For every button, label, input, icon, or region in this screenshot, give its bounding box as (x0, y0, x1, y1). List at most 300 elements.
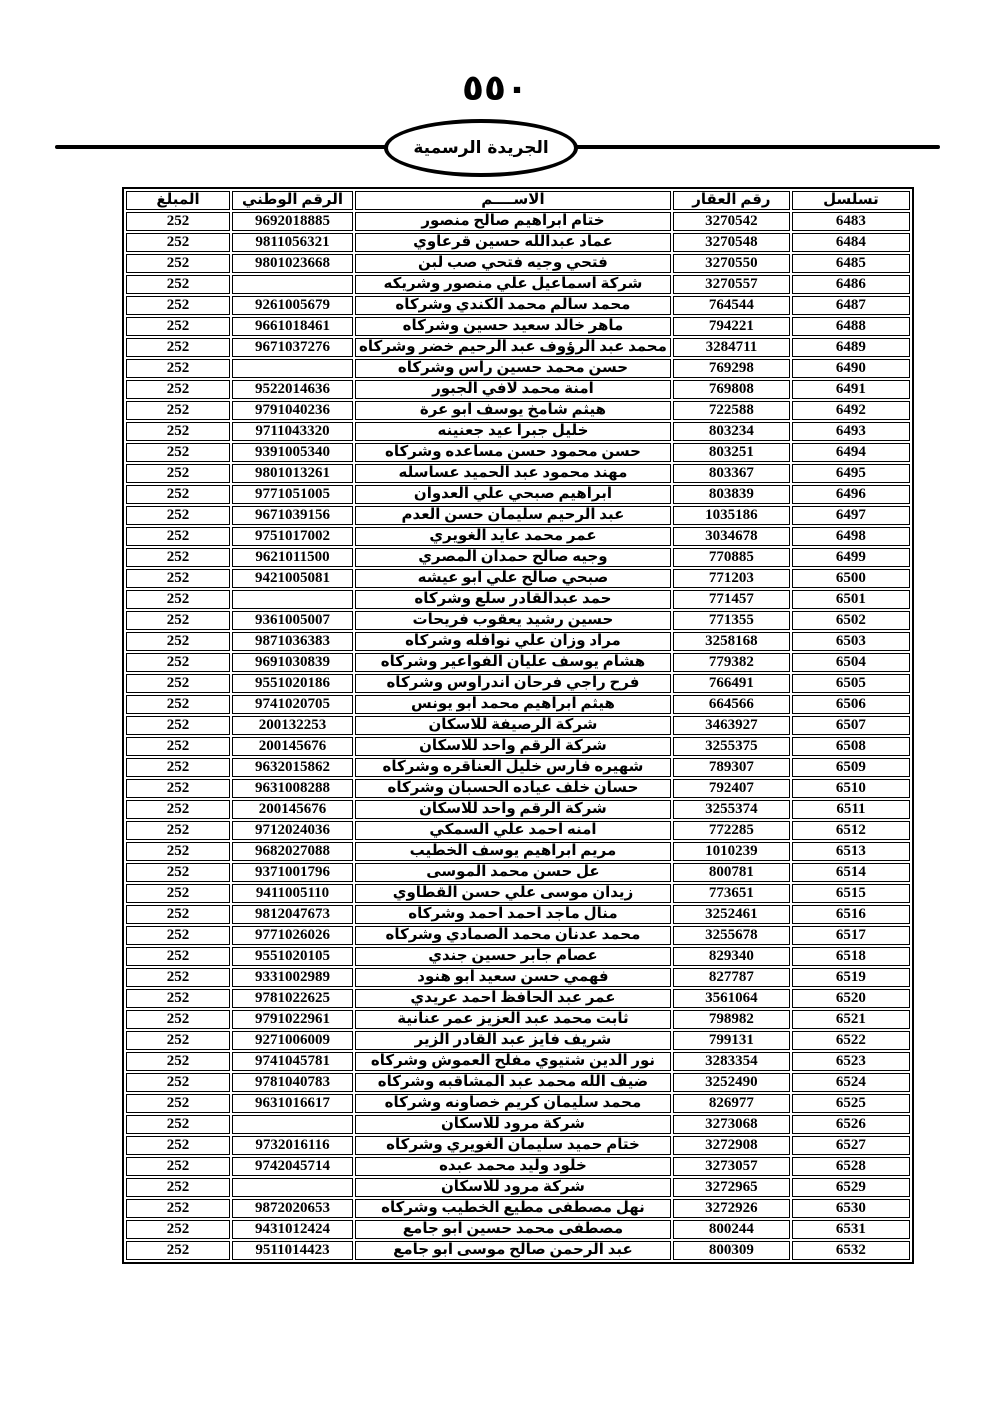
serial-cell: 6507 (792, 716, 910, 735)
property-number-cell: 772285 (673, 821, 790, 840)
property-number-cell: 829340 (673, 947, 790, 966)
national-number-cell: 9871036383 (232, 632, 353, 651)
name-cell: ابراهيم صبحي علي العدوان (355, 485, 671, 504)
amount-cell: 252 (126, 1073, 230, 1092)
name-cell: مصطفى محمد حسين ابو جامع (355, 1220, 671, 1239)
serial-cell: 6502 (792, 611, 910, 630)
national-number-cell: 9691030839 (232, 653, 353, 672)
amount-cell: 252 (126, 1241, 230, 1260)
national-number-cell: 9671039156 (232, 506, 353, 525)
national-number-cell: 9751017002 (232, 527, 353, 546)
serial-cell: 6518 (792, 947, 910, 966)
name-cell: حمد عبدالقادر سلع وشركاه (355, 590, 671, 609)
property-number-cell: 3272908 (673, 1136, 790, 1155)
property-number-cell: 803234 (673, 422, 790, 441)
national-number-cell: 9371001796 (232, 863, 353, 882)
national-number-cell (232, 590, 353, 609)
serial-cell: 6485 (792, 254, 910, 273)
serial-cell: 6523 (792, 1052, 910, 1071)
table-row (126, 737, 910, 756)
table-row (126, 275, 910, 294)
table-row (126, 506, 910, 525)
serial-cell: 6486 (792, 275, 910, 294)
serial-cell: 6509 (792, 758, 910, 777)
serial-cell: 6484 (792, 233, 910, 252)
amount-cell: 252 (126, 254, 230, 273)
property-number-cell: 3270548 (673, 233, 790, 252)
amount-cell: 252 (126, 485, 230, 504)
amount-cell: 252 (126, 779, 230, 798)
table-row (126, 380, 910, 399)
name-cell: حسان خلف عياده الحسبان وشركاه (355, 779, 671, 798)
serial-cell: 6500 (792, 569, 910, 588)
amount-cell: 252 (126, 506, 230, 525)
amount-cell: 252 (126, 401, 230, 420)
national-number-cell: 9781022625 (232, 989, 353, 1008)
serial-cell: 6531 (792, 1220, 910, 1239)
amount-cell: 252 (126, 695, 230, 714)
property-number-cell: 3284711 (673, 338, 790, 357)
serial-cell: 6488 (792, 317, 910, 336)
property-number-cell: 803367 (673, 464, 790, 483)
table-row (126, 590, 910, 609)
table-row (126, 758, 910, 777)
gazette-title: الجريدة الرسمية (413, 138, 549, 158)
property-number-cell: 800244 (673, 1220, 790, 1239)
name-cell: هشام يوسف عليان الفواعير وشركاه (355, 653, 671, 672)
property-number-cell: 3255374 (673, 800, 790, 819)
amount-cell: 252 (126, 1220, 230, 1239)
amount-cell: 252 (126, 212, 230, 231)
property-number-cell: 769298 (673, 359, 790, 378)
amount-cell: 252 (126, 863, 230, 882)
national-number-cell: 9522014636 (232, 380, 353, 399)
serial-cell: 6504 (792, 653, 910, 672)
property-number-cell: 3252490 (673, 1073, 790, 1092)
property-number-cell: 779382 (673, 653, 790, 672)
property-number-cell: 799131 (673, 1031, 790, 1050)
serial-cell: 6499 (792, 548, 910, 567)
serial-cell: 6493 (792, 422, 910, 441)
table-row (126, 1010, 910, 1029)
national-number-cell: 9621011500 (232, 548, 353, 567)
amount-cell: 252 (126, 1157, 230, 1176)
serial-cell: 6498 (792, 527, 910, 546)
table-row (126, 632, 910, 651)
name-cell: خلود وليد محمد عبده (355, 1157, 671, 1176)
serial-cell: 6505 (792, 674, 910, 693)
national-number-cell (232, 1115, 353, 1134)
property-number-cell: 3273068 (673, 1115, 790, 1134)
amount-cell: 252 (126, 1031, 230, 1050)
name-cell: ختام ابراهيم صالح منصور (355, 212, 671, 231)
table-row (126, 716, 910, 735)
table-row (126, 1136, 910, 1155)
table-row (126, 212, 910, 231)
name-cell: هيثم ابراهيم محمد ابو يونس (355, 695, 671, 714)
amount-cell: 252 (126, 359, 230, 378)
national-number-cell: 9781040783 (232, 1073, 353, 1092)
national-number-cell: 9741045781 (232, 1052, 353, 1071)
table-row (126, 611, 910, 630)
national-number-cell: 9391005340 (232, 443, 353, 462)
amount-cell: 252 (126, 632, 230, 651)
table-row (126, 800, 910, 819)
amount-cell: 252 (126, 338, 230, 357)
amount-cell: 252 (126, 653, 230, 672)
serial-cell: 6491 (792, 380, 910, 399)
table-row (126, 842, 910, 861)
column-header-amount: المبلغ (126, 191, 230, 210)
name-cell: صبحي صالح علي ابو عيشه (355, 569, 671, 588)
national-number-cell: 9551020186 (232, 674, 353, 693)
name-cell: حسن محمود حسن مساعده وشركاه (355, 443, 671, 462)
name-cell: شريف فايز عبد القادر الزير (355, 1031, 671, 1050)
name-cell: ضيف الله محمد عبد المشاقبه وشركاه (355, 1073, 671, 1092)
property-number-cell: 664566 (673, 695, 790, 714)
property-number-cell: 1035186 (673, 506, 790, 525)
amount-cell: 252 (126, 527, 230, 546)
property-number-cell: 766491 (673, 674, 790, 693)
name-cell: عمر عبد الحافظ احمد عريدي (355, 989, 671, 1008)
name-cell: امنة محمد لافي الجبور (355, 380, 671, 399)
table-row (126, 1115, 910, 1134)
table-row (126, 338, 910, 357)
property-number-cell: 769808 (673, 380, 790, 399)
table-row (126, 359, 910, 378)
table-row (126, 401, 910, 420)
table-row (126, 905, 910, 924)
national-number-cell: 9811056321 (232, 233, 353, 252)
name-cell: عل حسن محمد الموسى (355, 863, 671, 882)
property-number-cell: 770885 (673, 548, 790, 567)
name-cell: ماهر خالد سعيد حسين وشركاه (355, 317, 671, 336)
serial-cell: 6522 (792, 1031, 910, 1050)
amount-cell: 252 (126, 569, 230, 588)
serial-cell: 6515 (792, 884, 910, 903)
table-row (126, 968, 910, 987)
table-row (126, 1157, 910, 1176)
table-row (126, 443, 910, 462)
table-row (126, 464, 910, 483)
name-cell: زيدان موسى علي حسن القطاوي (355, 884, 671, 903)
property-number-cell: 771457 (673, 590, 790, 609)
national-number-cell: 9801013261 (232, 464, 353, 483)
name-cell: وجيه صالح حمدان المصري (355, 548, 671, 567)
property-number-cell: 826977 (673, 1094, 790, 1113)
national-number-cell: 9872020653 (232, 1199, 353, 1218)
serial-cell: 6525 (792, 1094, 910, 1113)
name-cell: شركة اسماعيل علي منصور وشريكه (355, 275, 671, 294)
table-row (126, 947, 910, 966)
name-cell: حسين رشيد يعقوب فريحات (355, 611, 671, 630)
amount-cell: 252 (126, 737, 230, 756)
amount-cell: 252 (126, 758, 230, 777)
amount-cell: 252 (126, 716, 230, 735)
amount-cell: 252 (126, 296, 230, 315)
name-cell: عبد الرحيم سليمان حسن العدم (355, 506, 671, 525)
table-row (126, 695, 910, 714)
amount-cell: 252 (126, 989, 230, 1008)
name-cell: عمر محمد عايد الغويري (355, 527, 671, 546)
serial-cell: 6532 (792, 1241, 910, 1260)
table-row (126, 1241, 910, 1260)
serial-cell: 6494 (792, 443, 910, 462)
table-row (126, 527, 910, 546)
national-number-cell: 9682027088 (232, 842, 353, 861)
amount-cell: 252 (126, 1199, 230, 1218)
property-number-cell: 3034678 (673, 527, 790, 546)
name-cell: شركة مرود للاسكان (355, 1115, 671, 1134)
records-table (122, 187, 914, 1264)
property-number-cell: 3252461 (673, 905, 790, 924)
amount-cell: 252 (126, 1136, 230, 1155)
serial-cell: 6514 (792, 863, 910, 882)
table-row (126, 485, 910, 504)
property-number-cell: 722588 (673, 401, 790, 420)
property-number-cell: 789307 (673, 758, 790, 777)
amount-cell: 252 (126, 1115, 230, 1134)
property-number-cell: 3272926 (673, 1199, 790, 1218)
serial-cell: 6524 (792, 1073, 910, 1092)
name-cell: ثابت محمد عبد العزيز عمر عنانية (355, 1010, 671, 1029)
table-row (126, 653, 910, 672)
amount-cell: 252 (126, 1010, 230, 1029)
property-number-cell: 800781 (673, 863, 790, 882)
table-row (126, 233, 910, 252)
serial-cell: 6489 (792, 338, 910, 357)
name-cell: محمد سالم محمد الكندي وشركاه (355, 296, 671, 315)
table-header-row (126, 191, 910, 210)
amount-cell: 252 (126, 1178, 230, 1197)
name-cell: مراد وزان علي نوافله وشركاه (355, 632, 671, 651)
table-row (126, 422, 910, 441)
amount-cell: 252 (126, 968, 230, 987)
amount-cell: 252 (126, 548, 230, 567)
property-number-cell: 3270542 (673, 212, 790, 231)
name-cell: فهمي حسن سعيد ابو هنود (355, 968, 671, 987)
national-number-cell: 9732016116 (232, 1136, 353, 1155)
table-row (126, 1178, 910, 1197)
property-number-cell: 773651 (673, 884, 790, 903)
amount-cell: 252 (126, 275, 230, 294)
amount-cell: 252 (126, 611, 230, 630)
national-number-cell: 9361005007 (232, 611, 353, 630)
property-number-cell: 827787 (673, 968, 790, 987)
table-row (126, 254, 910, 273)
serial-cell: 6527 (792, 1136, 910, 1155)
name-cell: عماد عبدالله حسين قرعاوي (355, 233, 671, 252)
amount-cell: 252 (126, 1052, 230, 1071)
amount-cell: 252 (126, 947, 230, 966)
national-number-cell: 9661018461 (232, 317, 353, 336)
national-number-cell: 9631016617 (232, 1094, 353, 1113)
gazette-title-ellipse (384, 119, 578, 177)
national-number-cell: 9801023668 (232, 254, 353, 273)
serial-cell: 6506 (792, 695, 910, 714)
property-number-cell: 3270557 (673, 275, 790, 294)
name-cell: هيثم شامخ يوسف ابو عرة (355, 401, 671, 420)
amount-cell: 252 (126, 674, 230, 693)
table-row (126, 1094, 910, 1113)
serial-cell: 6520 (792, 989, 910, 1008)
serial-cell: 6517 (792, 926, 910, 945)
table-row (126, 317, 910, 336)
national-number-cell: 9671037276 (232, 338, 353, 357)
amount-cell: 252 (126, 317, 230, 336)
table-row (126, 1220, 910, 1239)
column-header-property-number: رقم العقار (673, 191, 790, 210)
national-number-cell: 9771026026 (232, 926, 353, 945)
serial-cell: 6526 (792, 1115, 910, 1134)
table-header (126, 191, 910, 210)
table-row (126, 863, 910, 882)
national-number-cell: 200145676 (232, 800, 353, 819)
national-number-cell: 9712024036 (232, 821, 353, 840)
property-number-cell: 3258168 (673, 632, 790, 651)
property-number-cell: 803251 (673, 443, 790, 462)
national-number-cell: 9711043320 (232, 422, 353, 441)
amount-cell: 252 (126, 380, 230, 399)
serial-cell: 6519 (792, 968, 910, 987)
property-number-cell: 3463927 (673, 716, 790, 735)
national-number-cell: 9692018885 (232, 212, 353, 231)
name-cell: عبد الرحمن صالح موسى ابو جامع (355, 1241, 671, 1260)
name-cell: محمد عبد الرؤوف عبد الرحيم خضر وشركاه (355, 338, 671, 357)
national-number-cell: 9741020705 (232, 695, 353, 714)
table-row (126, 989, 910, 1008)
name-cell: ختام حميد سليمان الغويري وشركاه (355, 1136, 671, 1155)
national-number-cell: 200132253 (232, 716, 353, 735)
table-row (126, 779, 910, 798)
serial-cell: 6496 (792, 485, 910, 504)
page-number: ٥٥٠ (462, 68, 528, 109)
name-cell: شركة الرصيفة للاسكان (355, 716, 671, 735)
serial-cell: 6528 (792, 1157, 910, 1176)
property-number-cell: 3561064 (673, 989, 790, 1008)
table-row (126, 1073, 910, 1092)
national-number-cell: 200145676 (232, 737, 353, 756)
name-cell: منال ماجد احمد احمد وشركاه (355, 905, 671, 924)
property-number-cell: 771203 (673, 569, 790, 588)
name-cell: عصام جابر حسين جندي (355, 947, 671, 966)
national-number-cell: 9411005110 (232, 884, 353, 903)
amount-cell: 252 (126, 464, 230, 483)
property-number-cell: 3273057 (673, 1157, 790, 1176)
property-number-cell: 1010239 (673, 842, 790, 861)
column-header-national-number: الرقم الوطني (232, 191, 353, 210)
name-cell: شركة مرود للاسكان (355, 1178, 671, 1197)
property-number-cell: 798982 (673, 1010, 790, 1029)
serial-cell: 6497 (792, 506, 910, 525)
amount-cell: 252 (126, 1094, 230, 1113)
national-number-cell: 9631008288 (232, 779, 353, 798)
name-cell: فتحي وجيه فتحي صب لبن (355, 254, 671, 273)
amount-cell: 252 (126, 842, 230, 861)
header-divider (0, 118, 1000, 180)
national-number-cell: 9551020105 (232, 947, 353, 966)
name-cell: محمد عدنان محمد الصمادي وشركاه (355, 926, 671, 945)
national-number-cell: 9791040236 (232, 401, 353, 420)
table-row (126, 548, 910, 567)
property-number-cell: 792407 (673, 779, 790, 798)
name-cell: نهل مصطفى مطيع الخطيب وشركاه (355, 1199, 671, 1218)
column-header-name: الاســــم (355, 191, 671, 210)
amount-cell: 252 (126, 590, 230, 609)
property-number-cell: 771355 (673, 611, 790, 630)
table-row (126, 884, 910, 903)
serial-cell: 6516 (792, 905, 910, 924)
name-cell: مريم ابراهيم يوسف الخطيب (355, 842, 671, 861)
serial-cell: 6492 (792, 401, 910, 420)
name-cell: مهند محمود عبد الحميد عساسله (355, 464, 671, 483)
serial-cell: 6501 (792, 590, 910, 609)
property-number-cell: 3255678 (673, 926, 790, 945)
property-number-cell: 800309 (673, 1241, 790, 1260)
amount-cell: 252 (126, 905, 230, 924)
national-number-cell: 9261005679 (232, 296, 353, 315)
national-number-cell: 9511014423 (232, 1241, 353, 1260)
property-number-cell: 3272965 (673, 1178, 790, 1197)
amount-cell: 252 (126, 926, 230, 945)
property-number-cell: 3270550 (673, 254, 790, 273)
table-row (126, 926, 910, 945)
national-number-cell (232, 1178, 353, 1197)
amount-cell: 252 (126, 233, 230, 252)
serial-cell: 6508 (792, 737, 910, 756)
name-cell: شركة الرقم واحد للاسكان (355, 737, 671, 756)
national-number-cell: 9421005081 (232, 569, 353, 588)
national-number-cell: 9632015862 (232, 758, 353, 777)
amount-cell: 252 (126, 443, 230, 462)
table-row (126, 821, 910, 840)
national-number-cell: 9271006009 (232, 1031, 353, 1050)
serial-cell: 6503 (792, 632, 910, 651)
national-number-cell (232, 275, 353, 294)
name-cell: نور الدين شتيوي مفلح العموش وشركاه (355, 1052, 671, 1071)
serial-cell: 6530 (792, 1199, 910, 1218)
name-cell: محمد سليمان كريم خصاونه وشركاه (355, 1094, 671, 1113)
national-number-cell: 9791022961 (232, 1010, 353, 1029)
national-number-cell: 9331002989 (232, 968, 353, 987)
serial-cell: 6510 (792, 779, 910, 798)
serial-cell: 6483 (792, 212, 910, 231)
name-cell: حسن محمد حسين راس وشركاه (355, 359, 671, 378)
property-number-cell: 3283354 (673, 1052, 790, 1071)
amount-cell: 252 (126, 422, 230, 441)
amount-cell: 252 (126, 821, 230, 840)
table-row (126, 569, 910, 588)
serial-cell: 6512 (792, 821, 910, 840)
name-cell: خليل جبرا عيد جعنينه (355, 422, 671, 441)
serial-cell: 6490 (792, 359, 910, 378)
table-row (126, 1031, 910, 1050)
amount-cell: 252 (126, 800, 230, 819)
name-cell: شركة الرقم واحد للاسكان (355, 800, 671, 819)
national-number-cell (232, 359, 353, 378)
serial-cell: 6487 (792, 296, 910, 315)
name-cell: امنه احمد علي السمكي (355, 821, 671, 840)
serial-cell: 6513 (792, 842, 910, 861)
table-row (126, 1199, 910, 1218)
national-number-cell: 9812047673 (232, 905, 353, 924)
table-row (126, 674, 910, 693)
national-number-cell: 9742045714 (232, 1157, 353, 1176)
table-row (126, 296, 910, 315)
serial-cell: 6521 (792, 1010, 910, 1029)
property-number-cell: 764544 (673, 296, 790, 315)
serial-cell: 6529 (792, 1178, 910, 1197)
